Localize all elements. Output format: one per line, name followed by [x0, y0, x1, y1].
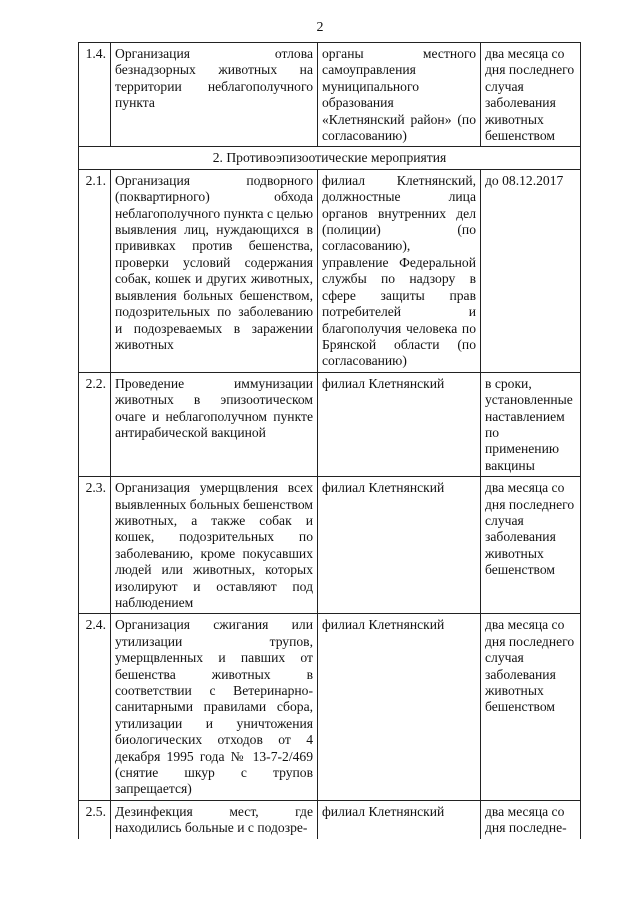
responsible-cell: филиал Клетнянский: [318, 372, 481, 476]
table-row: [79, 372, 581, 476]
section-heading: 2. Противоэпизоотические мероприятия: [79, 147, 581, 169]
event-cell: Проведение иммунизации животных в эпизоотическом очаге и неблагополучном пункте антирабической вакциной: [111, 372, 318, 476]
responsible-cell: филиал Клетнянский: [318, 614, 481, 800]
event-cell: Организация подворного (поквартирного) обхода неблагополучного пункта с целью выявления лиц, нуждающихся в прививках против бешенства, проверки условий содержания собак, кошек и других животных, выявления больных бешенством, подозрительных по заболеванию и подозреваемых в заражении животных: [111, 169, 318, 372]
row-number: 2.5.: [79, 800, 111, 838]
responsible-cell: филиал Клетнянский: [318, 477, 481, 614]
measures-table: [78, 42, 581, 839]
term-cell: два месяца со дня последнего случая заболевания животных бешенством: [481, 43, 581, 147]
row-number: 2.3.: [79, 477, 111, 614]
row-number: 2.1.: [79, 169, 111, 372]
event-cell: Организация умерщвления всех выявленных больных бешенством животных, а также собак и кошек, подозрительных по заболеванию, кроме покусавших людей или животных, которых изолируют и оставляют под наблюдением: [111, 477, 318, 614]
term-cell: два месяца со дня последнего случая заболевания животных бешенством: [481, 477, 581, 614]
table-row: [79, 800, 581, 838]
responsible-cell: филиал Клетнянский: [318, 800, 481, 838]
table-row: [79, 169, 581, 372]
row-number: 1.4.: [79, 43, 111, 147]
table-row: [79, 43, 581, 147]
responsible-cell: филиал Клетнянский, должностные лица органов внутренних дел (полиции) (по согласованию), управление Федеральной службы по надзору в сфере защиты прав потребителей и благополучия человека по Брянской области (по согласованию): [318, 169, 481, 372]
event-cell: Организация отлова безнадзорных животных на территории неблагополучного пункта: [111, 43, 318, 147]
page-number: 2: [316, 20, 324, 35]
table-row: [79, 614, 581, 800]
row-number: 2.4.: [79, 614, 111, 800]
responsible-cell: органы местного самоуправления муниципального образования «Клетнянский район» (по согласованию): [318, 43, 481, 147]
event-cell: Организация сжигания или утилизации трупов, умерщвленных и павших от бешенства животных в соответствии с Ветеринарно-санитарными правилами сбора, утилизации и уничтожения биологических отходов от 4 декабря 1995 года № 13-7-2/469 (снятие шкур с трупов запрещается): [111, 614, 318, 800]
term-cell: в сроки, установленные наставлением по применению вакцины: [481, 372, 581, 476]
term-cell: два месяца со дня последнего случая заболевания животных бешенством: [481, 614, 581, 800]
section-row: [79, 147, 581, 169]
table-row: [79, 477, 581, 614]
term-cell: два месяца со дня последне-: [481, 800, 581, 838]
term-cell: до 08.12.2017: [481, 169, 581, 372]
row-number: 2.2.: [79, 372, 111, 476]
event-cell: Дезинфекция мест, где находились больные и с подозре-: [111, 800, 318, 838]
